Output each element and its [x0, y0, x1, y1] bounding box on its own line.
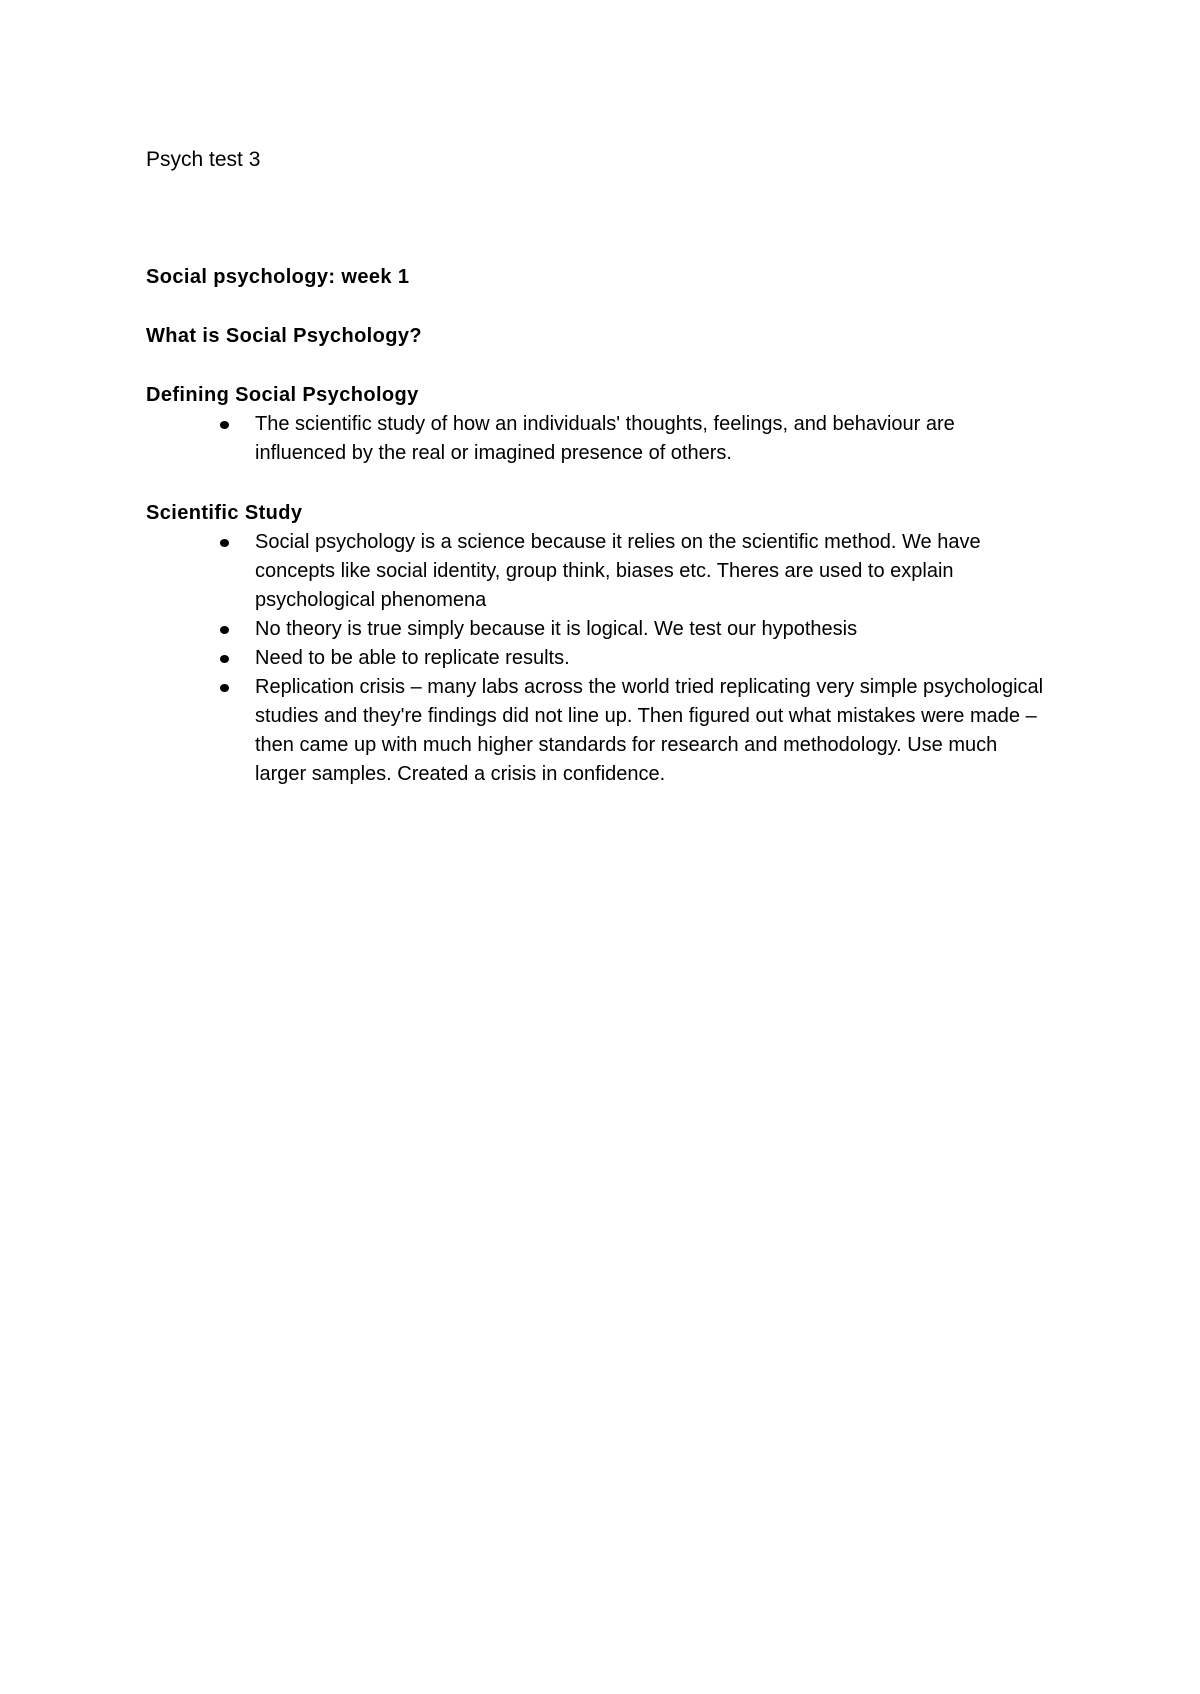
section-heading-defining: Defining Social Psychology	[146, 384, 419, 406]
bullet-icon	[220, 421, 229, 429]
list-item-text: Social psychology is a science because it relies on the scientific method. We have concepts like social identity, group think, biases etc. Theres are used to explain psychological phenomena	[255, 531, 981, 611]
section-heading-scientific: Scientific Study	[146, 502, 303, 524]
list-item-text: Replication crisis – many labs across the world tried replicating very simple psychological studies and they're findings did not line up. Then figured out what mistakes were made – then came up with much higher standards for research and methodology. Use much larger samples. Created a crisis in confidence.	[255, 676, 1044, 785]
list-item-text: No theory is true simply because it is logical. We test our hypothesis	[255, 618, 858, 640]
bullet-icon	[220, 539, 229, 547]
question-heading: What is Social Psychology?	[146, 325, 423, 347]
week-heading: Social psychology: week 1	[146, 266, 410, 288]
bullet-icon	[220, 626, 229, 634]
bullet-icon	[220, 655, 229, 663]
list-item-text: Need to be able to replicate results.	[255, 647, 570, 669]
list-item	[146, 615, 1046, 644]
bullet-list-scientific	[146, 528, 1046, 789]
list-item	[146, 410, 1046, 468]
list-item-text: The scientific study of how an individuals' thoughts, feelings, and behaviour are influenced by the real or imagined presence of others.	[255, 413, 955, 464]
list-item	[146, 644, 1046, 673]
bullet-icon	[220, 684, 229, 692]
list-item	[146, 673, 1046, 789]
bullet-list-defining	[146, 410, 1046, 468]
document-title: Psych test 3	[146, 148, 261, 171]
list-item	[146, 528, 1046, 615]
